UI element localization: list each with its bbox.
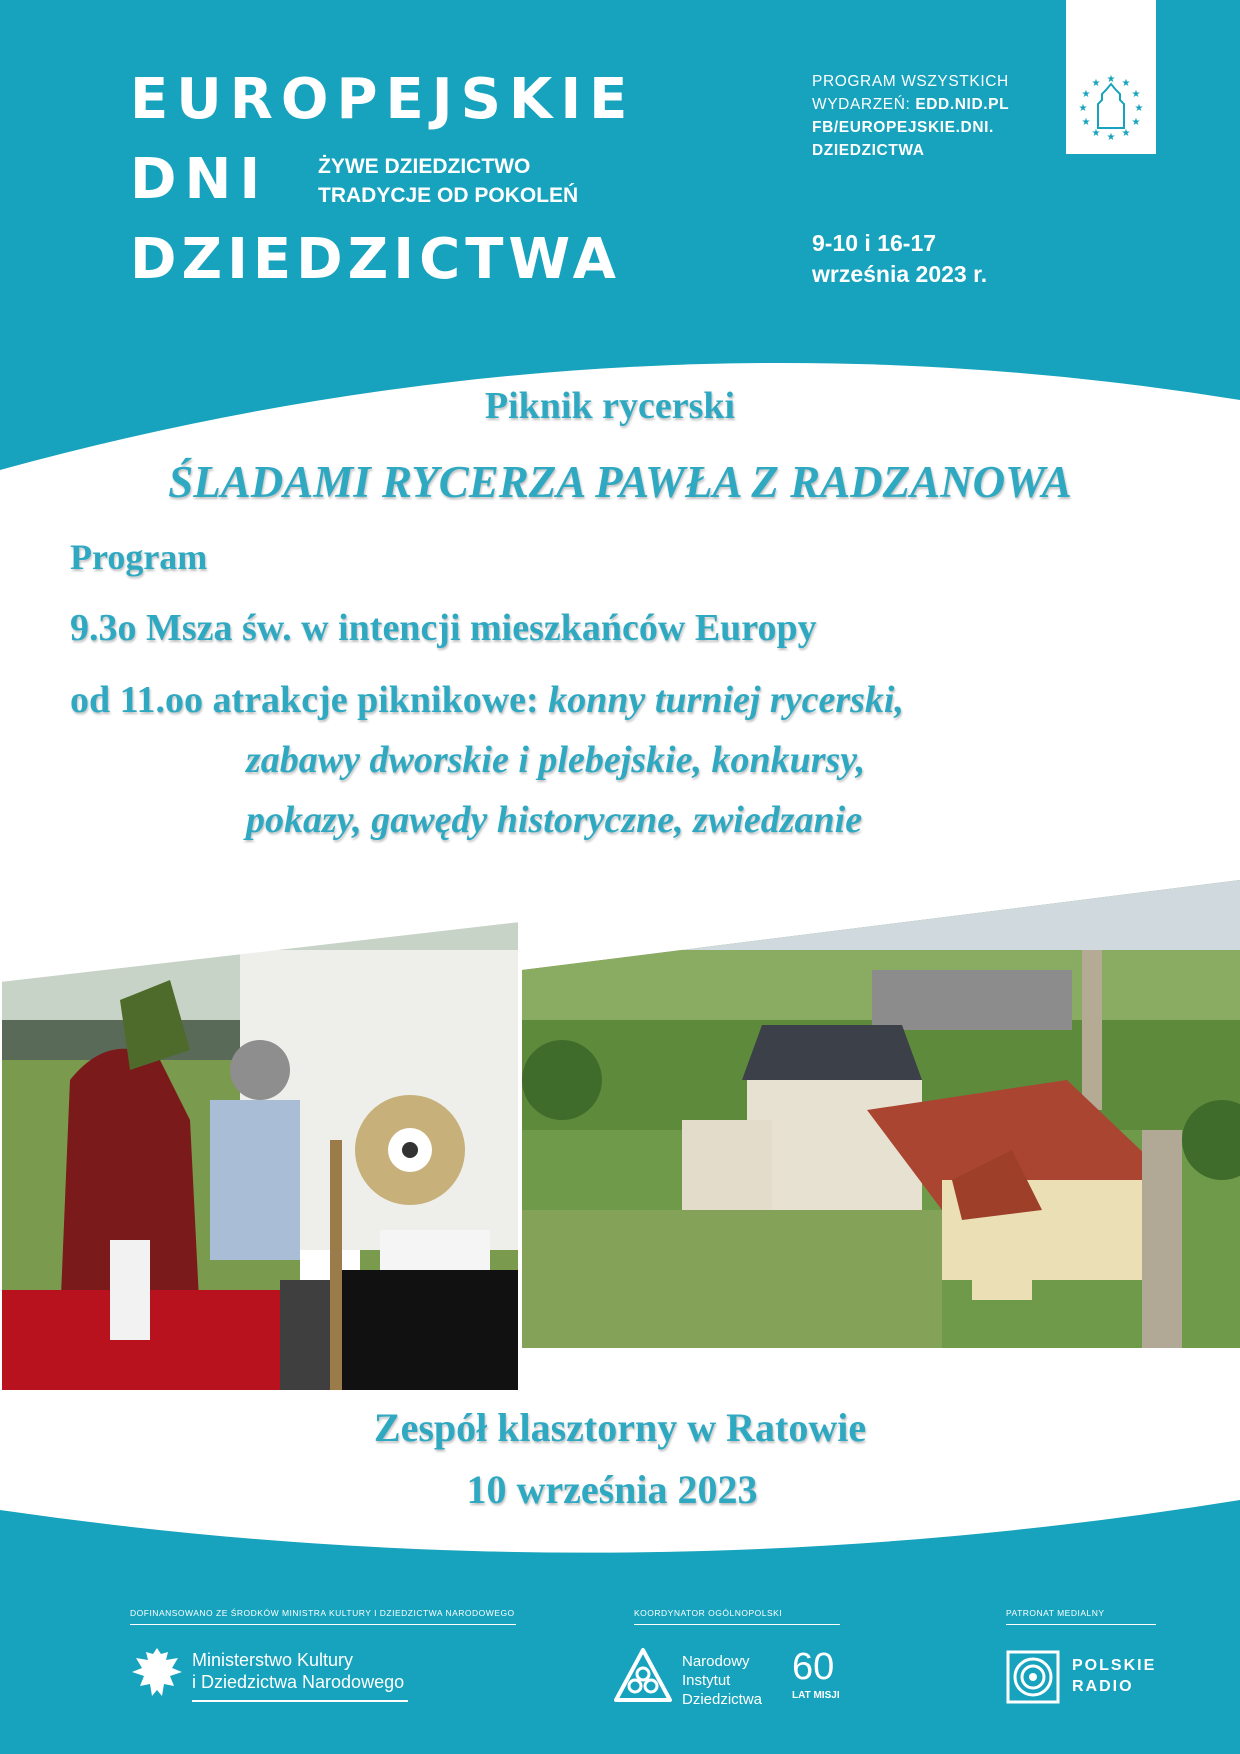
sponsor-label: DOFINANSOWANO ZE ŚRODKÓW MINISTRA KULTURY I DZIEDZICTWA NARODOWEGO	[130, 1608, 515, 1618]
svg-text:★: ★	[1106, 74, 1116, 85]
monastery-aerial-photo	[522, 880, 1240, 1348]
ministry-line-2: i Dziedzictwa Narodowego	[192, 1672, 405, 1692]
radio-line-1: POLSKIE	[1072, 1657, 1157, 1674]
event-date: 10 września 2023	[466, 1467, 758, 1512]
dates-line-2: września 2023 r.	[812, 261, 988, 287]
subtitle-line-2: TRADYCJE OD POKOLEŃ	[318, 184, 579, 207]
info-line-2-prefix: WYDARZEŃ:	[812, 96, 916, 113]
program-line-4: pokazy, gawędy historyczne, zwiedzanie	[246, 799, 863, 841]
coordinator-label: KOORDYNATOR OGÓLNOPOLSKI	[634, 1608, 783, 1618]
svg-text:★: ★	[1121, 128, 1131, 139]
svg-text:★: ★	[1131, 89, 1141, 100]
svg-text:★: ★	[1106, 132, 1116, 143]
program-line-2	[70, 678, 904, 722]
nid-line-1: Narodowy	[682, 1653, 750, 1670]
dates-line-1: 9-10 i 16-17	[812, 230, 937, 256]
facebook-link[interactable]: FB/EUROPEJSKIE.DNI.	[812, 119, 994, 136]
title-line-2: DNI	[130, 147, 269, 212]
info-line-2	[812, 93, 1009, 116]
event-title: ŚLADAMI RYCERZA PAWŁA Z RADZANOWA	[168, 457, 1072, 507]
knights-picnic-archery-photo	[0, 920, 520, 1392]
coordinator-divider	[634, 1624, 840, 1625]
svg-text:★: ★	[1131, 117, 1141, 128]
svg-text:★: ★	[1081, 89, 1091, 100]
europejskie-dni-dziedzictwa-logo-icon	[1066, 0, 1156, 154]
ministry-underline	[192, 1700, 408, 1702]
program-line-1: 9.3o Msza św. w intencji mieszkańców Europy	[70, 607, 817, 649]
svg-text:★: ★	[1134, 103, 1144, 114]
title-line-1: EUROPEJSKIE	[130, 67, 636, 132]
subtitle-line-1: ŻYWE DZIEDZICTWO	[318, 155, 531, 178]
program-line-2-italic: konny turniej rycerski,	[548, 679, 904, 721]
info-line-4: DZIEDZICTWA	[812, 142, 925, 159]
title-line-3: DZIEDZICTWA	[130, 227, 621, 292]
ministry-line-1: Ministerstwo Kultury	[192, 1650, 354, 1670]
program-label: Program	[70, 537, 208, 577]
nid-line-3: Dziedzictwa	[682, 1691, 763, 1708]
nid-logo-icon	[614, 1648, 672, 1704]
nid-anniversary: 60	[792, 1646, 835, 1688]
polish-eagle-icon	[130, 1644, 184, 1704]
sponsor-divider	[130, 1624, 516, 1625]
media-divider	[1006, 1624, 1156, 1625]
edd-logo	[1066, 0, 1156, 154]
svg-text:★: ★	[1081, 117, 1091, 128]
svg-text:★: ★	[1091, 128, 1101, 139]
svg-text:★: ★	[1078, 103, 1088, 114]
nid-line-2: Instytut	[682, 1672, 731, 1689]
event-type: Piknik rycerski	[484, 385, 736, 427]
svg-text:★: ★	[1121, 78, 1131, 89]
program-line-2-prefix: od 11.oo atrakcje piknikowe:	[70, 679, 549, 721]
polskie-radio-logo-icon	[1006, 1650, 1060, 1704]
svg-text:★: ★	[1091, 78, 1101, 89]
radio-line-2: RADIO	[1072, 1678, 1134, 1695]
nid-anniversary-sub: LAT MISJI	[792, 1690, 840, 1701]
info-line-1: PROGRAM WSZYSTKICH	[812, 73, 1009, 90]
website-link[interactable]: EDD.NID.PL	[915, 96, 1010, 113]
media-label: PATRONAT MEDIALNY	[1006, 1608, 1105, 1618]
program-line-3: zabawy dworskie i plebejskie, konkursy,	[246, 739, 866, 781]
venue: Zespół klasztorny w Ratowie	[373, 1405, 867, 1450]
